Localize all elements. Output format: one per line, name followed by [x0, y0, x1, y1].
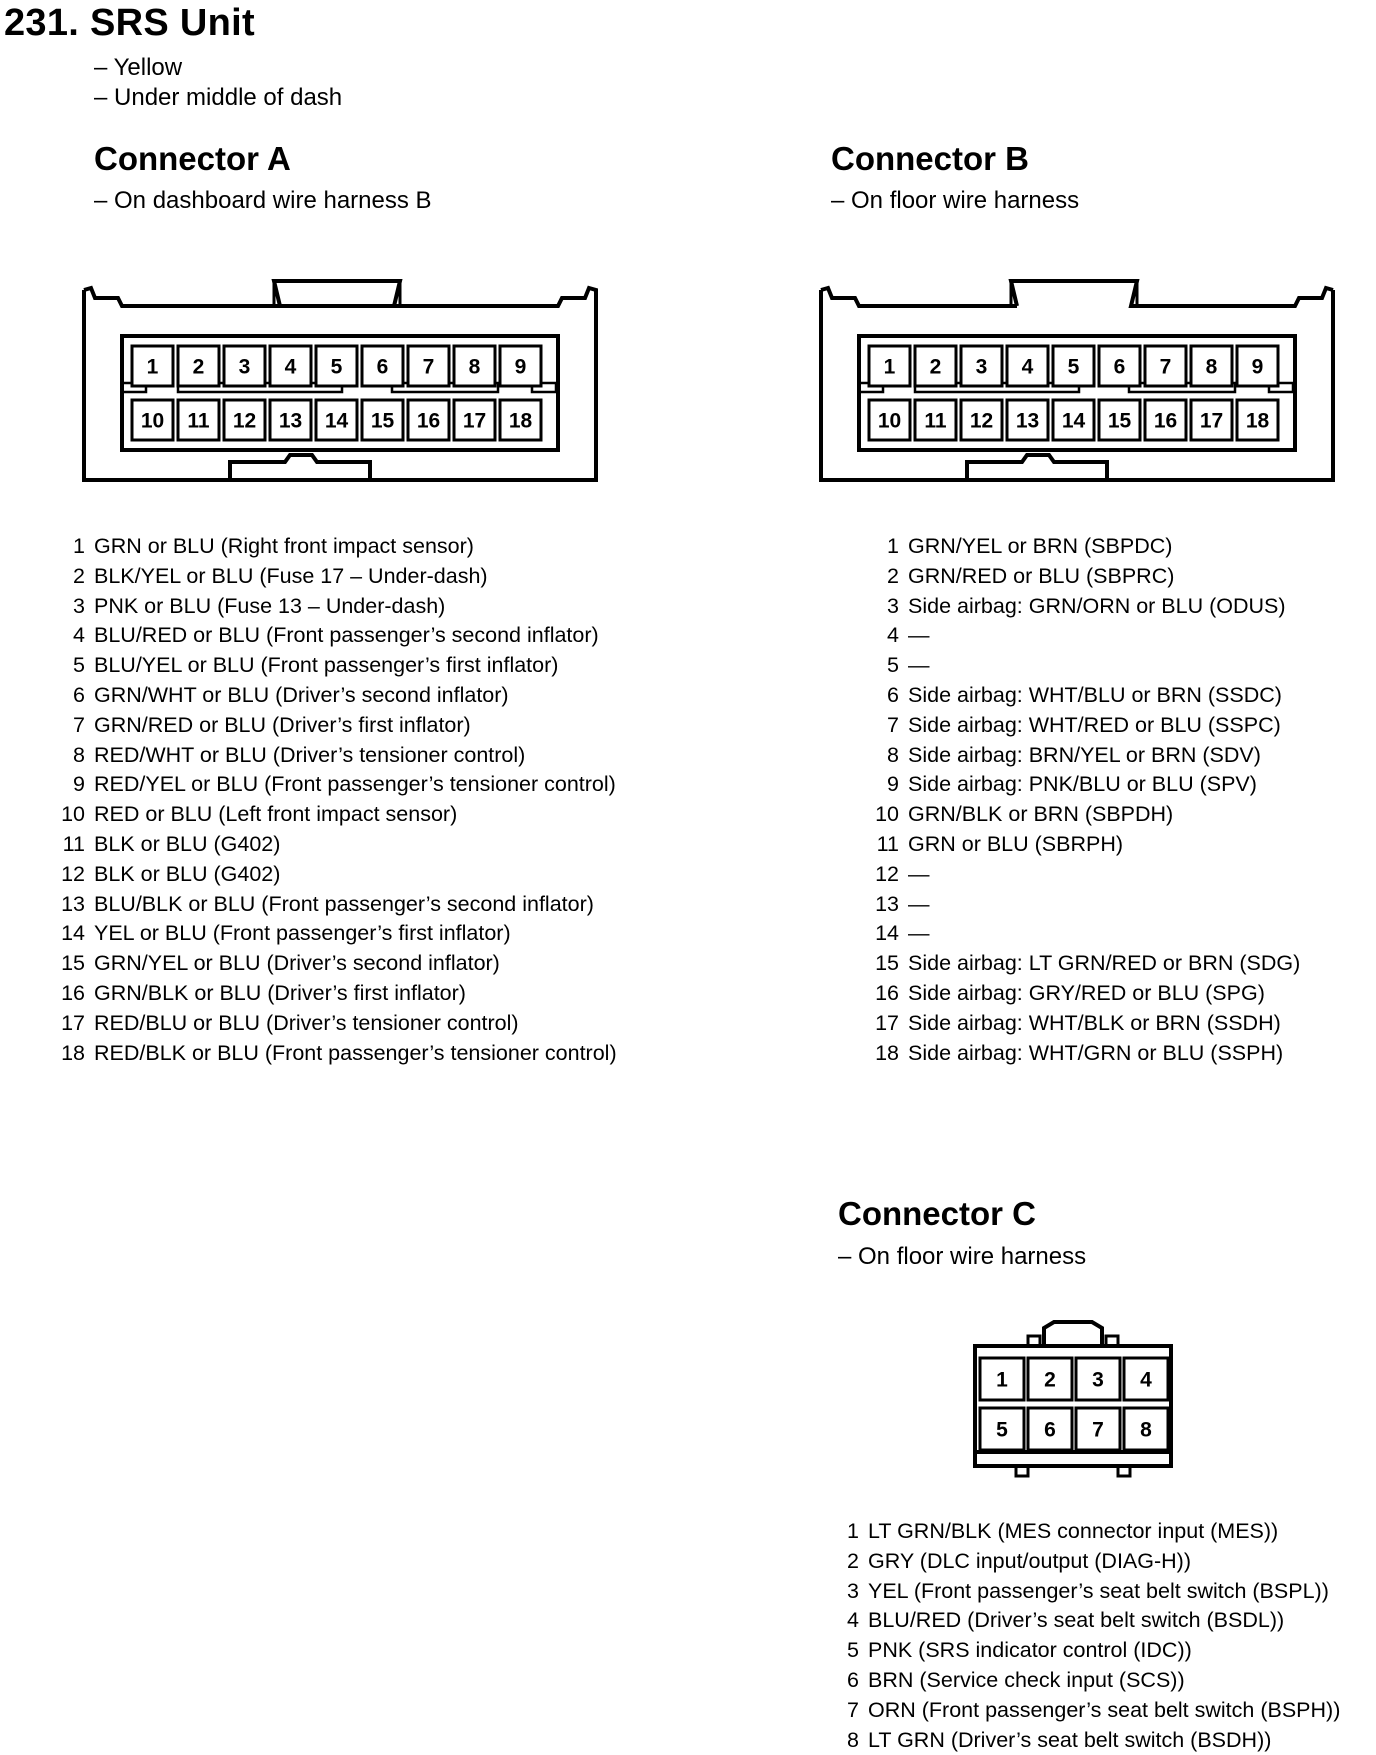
connector-a-pin-number: 18: [508, 409, 533, 433]
connector-a-pin-row: [61, 979, 617, 1009]
connector-c-pin-row: [847, 1577, 1340, 1607]
connector-b-pin-row-number: 13: [875, 891, 899, 916]
connector-a-pin-row-description: RED or BLU (Left front impact sensor): [94, 802, 458, 827]
connector-b-pin-row-description: —: [908, 623, 930, 648]
connector-a-title: Connector A: [94, 140, 291, 177]
connector-a-pin-row-number: 10: [61, 802, 85, 827]
connector-c-pin-row-description: PNK (SRS indicator control (IDC)): [868, 1638, 1192, 1663]
connector-c-pin-list: [847, 1517, 1341, 1755]
connector-a-pin-number: 14: [324, 409, 349, 433]
connector-a-pin-number: 15: [370, 409, 395, 433]
connector-a-pin-number: 8: [468, 355, 481, 379]
connector-c-pin-row-number: 3: [847, 1578, 859, 1603]
connector-b-pin-row-description: Side airbag: BRN/YEL or BRN (SDV): [908, 742, 1261, 767]
connector-b-pin-number: 15: [1107, 409, 1132, 433]
connector-b-pin-row: [887, 741, 1300, 771]
connector-c-pin-row-number: 7: [847, 1697, 859, 1722]
connector-c-pin-number: 4: [1140, 1368, 1152, 1392]
connector-c-diagram: [968, 1316, 1178, 1481]
unit-location-note: – Under middle of dash: [94, 84, 343, 111]
connector-a-pin-number: 2: [192, 355, 205, 379]
connector-a-pin-row: [61, 1009, 617, 1039]
connector-b-pin-row-number: 15: [875, 951, 899, 976]
connector-c-pin-row: [847, 1636, 1340, 1666]
connector-a-pin-row-description: GRN/YEL or BLU (Driver’s second inflator): [94, 951, 500, 976]
connector-b-pin-row-number: 2: [887, 563, 899, 588]
connector-a-pin-row: [61, 860, 617, 890]
connector-a-pin-row-number: 12: [61, 861, 85, 886]
connector-b-pin-number: 8: [1205, 355, 1218, 379]
connector-c-pin-number: 5: [996, 1418, 1008, 1442]
connector-b-pin-number: 5: [1067, 355, 1080, 379]
connector-b-pin-row-number: 10: [875, 802, 899, 827]
connector-c-pin-number: 8: [1140, 1418, 1152, 1442]
connector-c-pin-row-description: LT GRN/BLK (MES connector input (MES)): [868, 1519, 1279, 1543]
connector-a-pin-row: [62, 830, 617, 860]
connector-a-pin-row-description: GRN/BLK or BLU (Driver’s first inflator): [94, 980, 466, 1005]
connector-b-pin-row-number: 17: [875, 1010, 899, 1035]
connector-b-pin-row: [875, 890, 1300, 920]
connector-c-pin-row: [847, 1547, 1340, 1577]
connector-a-pin-row-description: YEL or BLU (Front passenger’s first inflator): [94, 921, 511, 946]
connector-b-pin-list: [875, 532, 1301, 1068]
connector-a-pin-row: [73, 621, 617, 651]
connector-a-pin-number: 10: [140, 409, 165, 433]
connector-a-pin-row-description: BLK or BLU (G402): [94, 861, 281, 886]
connector-c-pin-row: [847, 1666, 1340, 1696]
connector-b-pin-number: 11: [924, 409, 947, 433]
connector-b-location: – On floor wire harness: [831, 187, 1080, 214]
connector-b-pin-row-description: Side airbag: GRY/RED or BLU (SPG): [908, 980, 1265, 1005]
connector-a-pin-row-number: 14: [61, 921, 85, 946]
connector-a-pin-row-number: 2: [73, 563, 85, 588]
connector-b-pin-row: [875, 1039, 1300, 1069]
connector-b-pin-row-number: 14: [875, 921, 899, 946]
connector-b-pin-row-number: 16: [875, 980, 899, 1005]
connector-b-pin-row: [875, 800, 1300, 830]
connector-a-pin-row-description: RED/YEL or BLU (Front passenger’s tensioner control): [94, 772, 616, 797]
connector-a-pin-row-number: 13: [61, 891, 85, 916]
connector-a-pin-number: 16: [416, 409, 441, 433]
connector-b-pin-number: 17: [1199, 409, 1224, 433]
connector-b-pin-row: [887, 651, 1300, 681]
connector-a-pin-row-description: GRN/RED or BLU (Driver’s first inflator): [94, 712, 471, 737]
connector-b-pin-row-description: Side airbag: WHT/BLU or BRN (SSDC): [908, 682, 1282, 707]
connector-a-pin-row-number: 4: [73, 623, 85, 648]
connector-a-pin-number: 3: [238, 355, 251, 379]
connector-a-pin-number: 17: [462, 409, 487, 433]
connector-a-pin-row-number: 1: [73, 534, 85, 558]
connector-c-pin-row-description: ORN (Front passenger’s seat belt switch (BSPH)): [868, 1697, 1341, 1722]
connector-a-pin-row: [73, 741, 617, 771]
connector-b-pin-row-number: 9: [887, 772, 899, 797]
connector-a-pin-row: [73, 532, 617, 562]
connector-b-pin-row-number: 8: [887, 742, 899, 767]
connector-a-diagram: [80, 278, 600, 488]
connector-a-pin-row-description: GRN/WHT or BLU (Driver’s second inflator): [94, 682, 509, 707]
connector-a-pin-row-number: 8: [73, 742, 85, 767]
connector-b-pin-number: 6: [1113, 355, 1126, 379]
connector-a-pin-row-number: 11: [62, 831, 85, 856]
connector-b-title: Connector B: [831, 140, 1029, 177]
connector-b-pin-row-description: Side airbag: LT GRN/RED or BRN (SDG): [908, 951, 1301, 976]
connector-c-pin-row: [847, 1606, 1340, 1636]
connector-b-pin-number: 1: [883, 355, 896, 379]
connector-b-pin-row-number: 3: [887, 593, 899, 618]
connector-b-pin-number: 3: [975, 355, 988, 379]
connector-a-pin-row-number: 9: [73, 772, 85, 797]
connector-a-pin-row: [61, 800, 617, 830]
connector-a-pin-number: 12: [232, 409, 257, 433]
connector-a-pin-row-number: 16: [61, 980, 85, 1005]
connector-b-pin-row-number: 6: [887, 682, 899, 707]
connector-c-pin-row-description: BRN (Service check input (SCS)): [868, 1667, 1185, 1692]
connector-b-pin-row-description: GRN/YEL or BRN (SBPDC): [908, 534, 1173, 558]
connector-b-pin-row: [887, 621, 1300, 651]
connector-b-pin-row-description: GRN/BLK or BRN (SBPDH): [908, 802, 1174, 827]
connector-c-pin-row-number: 1: [847, 1519, 859, 1543]
connector-a-pin-row-description: BLU/BLK or BLU (Front passenger’s second inflator): [94, 891, 594, 916]
connector-a-pin-row-number: 15: [61, 951, 85, 976]
connector-c-pin-number: 7: [1092, 1418, 1104, 1442]
connector-b-pin-number: 10: [877, 409, 902, 433]
connector-b-pin-row: [887, 532, 1300, 562]
connector-c-pin-row-description: GRY (DLC input/output (DIAG-H)): [868, 1548, 1192, 1573]
connector-a-pin-number: 1: [146, 355, 159, 379]
connector-b-pin-number: 13: [1015, 409, 1040, 433]
connector-b-pin-row-number: 1: [887, 534, 899, 558]
connector-a-pin-number: 7: [422, 355, 435, 379]
connector-a-pin-row-number: 3: [73, 593, 85, 618]
connector-b-diagram: [817, 278, 1337, 488]
connector-b-pin-row-description: Side airbag: WHT/BLK or BRN (SSDH): [908, 1010, 1281, 1035]
connector-a-pin-number: 13: [278, 409, 303, 433]
connector-a-pin-row: [73, 770, 617, 800]
connector-c-pin-row-number: 4: [847, 1608, 859, 1633]
connector-a-pin-row: [73, 711, 617, 741]
connector-b-pin-row-number: 5: [887, 653, 899, 678]
connector-a-pin-row: [73, 562, 617, 592]
connector-c-pin-row-number: 2: [847, 1548, 859, 1573]
connector-b-pin-row-description: Side airbag: PNK/BLU or BLU (SPV): [908, 772, 1257, 797]
connector-b-pin-row-description: —: [908, 861, 930, 886]
connector-c-pin-row: [847, 1726, 1340, 1755]
connector-b-pin-row-number: 12: [875, 861, 899, 886]
connector-b-pin-row: [875, 860, 1300, 890]
connector-b-pin-row: [887, 562, 1300, 592]
connector-a-pin-number: 5: [330, 355, 343, 379]
connector-a-pin-row: [61, 1039, 617, 1069]
connector-b-pin-number: 12: [969, 409, 994, 433]
connector-b-pin-row-description: Side airbag: WHT/RED or BLU (SSPC): [908, 712, 1281, 737]
connector-c-pin-row-description: YEL (Front passenger’s seat belt switch (BSPL)): [868, 1578, 1329, 1603]
connector-a-pin-row-number: 18: [61, 1040, 85, 1065]
connector-b-pin-row: [875, 949, 1301, 979]
connector-a-pin-row-description: GRN or BLU (Right front impact sensor): [94, 534, 474, 558]
connector-a-pin-row: [61, 919, 617, 949]
connector-c-title: Connector C: [838, 1195, 1036, 1232]
connector-b-pin-row-description: Side airbag: WHT/GRN or BLU (SSPH): [908, 1040, 1284, 1065]
connector-a-pin-row-description: RED/BLK or BLU (Front passenger’s tensioner control): [94, 1040, 617, 1065]
connector-b-pin-row: [875, 919, 1300, 949]
connector-c-pin-number: 6: [1044, 1418, 1056, 1442]
connector-b-pin-row-description: GRN/RED or BLU (SBPRC): [908, 563, 1175, 588]
connector-a-pin-row-number: 5: [73, 653, 85, 678]
connector-a-pin-number: 6: [376, 355, 389, 379]
connector-a-pin-row: [73, 651, 617, 681]
connector-b-pin-row-description: —: [908, 891, 930, 916]
connector-b-pin-number: 7: [1159, 355, 1172, 379]
connector-c-pin-row-number: 5: [847, 1638, 859, 1663]
connector-b-pin-row-number: 11: [876, 831, 899, 856]
connector-b-pin-number: 14: [1061, 409, 1086, 433]
connector-c-pin-number: 3: [1092, 1368, 1104, 1392]
connector-c-location: – On floor wire harness: [838, 1243, 1087, 1270]
connector-b-pin-row: [887, 711, 1300, 741]
connector-c-pin-row: [847, 1517, 1340, 1547]
connector-a-pin-row: [73, 592, 617, 622]
connector-c-pin-number: 2: [1044, 1368, 1056, 1392]
connector-a-pin-row-number: 7: [73, 712, 85, 737]
connector-c-pin-row-description: BLU/RED (Driver’s seat belt switch (BSDL)): [868, 1608, 1285, 1633]
connector-b-pin-number: 4: [1021, 355, 1034, 379]
connector-c-pin-row-description: LT GRN (Driver’s seat belt switch (BSDH)): [868, 1727, 1272, 1752]
connector-c-pin-row-number: 8: [847, 1727, 859, 1752]
connector-c-pin-number: 1: [996, 1368, 1008, 1392]
connector-a-pin-row-description: BLK/YEL or BLU (Fuse 17 – Under-dash): [94, 563, 488, 588]
connector-b-pin-row-number: 18: [875, 1040, 899, 1065]
connector-c-pin-row: [847, 1696, 1341, 1726]
connector-b-pin-row: [887, 681, 1300, 711]
connector-b-pin-row: [876, 830, 1300, 860]
connector-b-pin-row-description: GRN or BLU (SBRPH): [908, 831, 1124, 856]
connector-a-pin-row-number: 6: [73, 682, 85, 707]
connector-a-pin-row-description: BLU/RED or BLU (Front passenger’s second inflator): [94, 623, 599, 648]
connector-b-pin-row: [887, 592, 1300, 622]
unit-color-note: – Yellow: [94, 54, 183, 81]
connector-a-pin-row-description: PNK or BLU (Fuse 13 – Under-dash): [94, 593, 446, 618]
connector-b-pin-row-description: —: [908, 653, 930, 678]
connector-a-location: – On dashboard wire harness B: [94, 187, 432, 214]
connector-b-pin-row-number: 4: [887, 623, 899, 648]
connector-b-pin-row: [887, 770, 1300, 800]
connector-b-pin-row-description: Side airbag: GRN/ORN or BLU (ODUS): [908, 593, 1286, 618]
connector-a-pin-row-description: RED/BLU or BLU (Driver’s tensioner control): [94, 1010, 519, 1035]
connector-b-pin-number: 2: [929, 355, 942, 379]
connector-a-pin-row: [61, 890, 617, 920]
connector-b-pin-number: 16: [1153, 409, 1178, 433]
connector-b-pin-row-number: 7: [887, 712, 899, 737]
connector-a-pin-row: [73, 681, 617, 711]
connector-b-pin-number: 9: [1251, 355, 1264, 379]
connector-a-pin-row-description: BLK or BLU (G402): [94, 831, 281, 856]
connector-a-pin-number: 4: [284, 355, 297, 379]
page-title: 231. SRS Unit: [4, 2, 255, 44]
connector-c-pin-row-number: 6: [847, 1667, 859, 1692]
connector-a-pin-number: 11: [187, 409, 210, 433]
connector-a-pin-row: [61, 949, 617, 979]
connector-b-pin-row-description: —: [908, 921, 930, 946]
connector-b-pin-row: [875, 1009, 1300, 1039]
connector-a-pin-row-description: BLU/YEL or BLU (Front passenger’s first inflator): [94, 653, 559, 678]
connector-b-pin-row: [875, 979, 1300, 1009]
connector-a-pin-number: 9: [514, 355, 527, 379]
connector-b-pin-number: 18: [1245, 409, 1270, 433]
connector-a-pin-list: [61, 532, 617, 1068]
connector-a-pin-row-description: RED/WHT or BLU (Driver’s tensioner control): [94, 742, 526, 767]
connector-a-pin-row-number: 17: [61, 1010, 85, 1035]
